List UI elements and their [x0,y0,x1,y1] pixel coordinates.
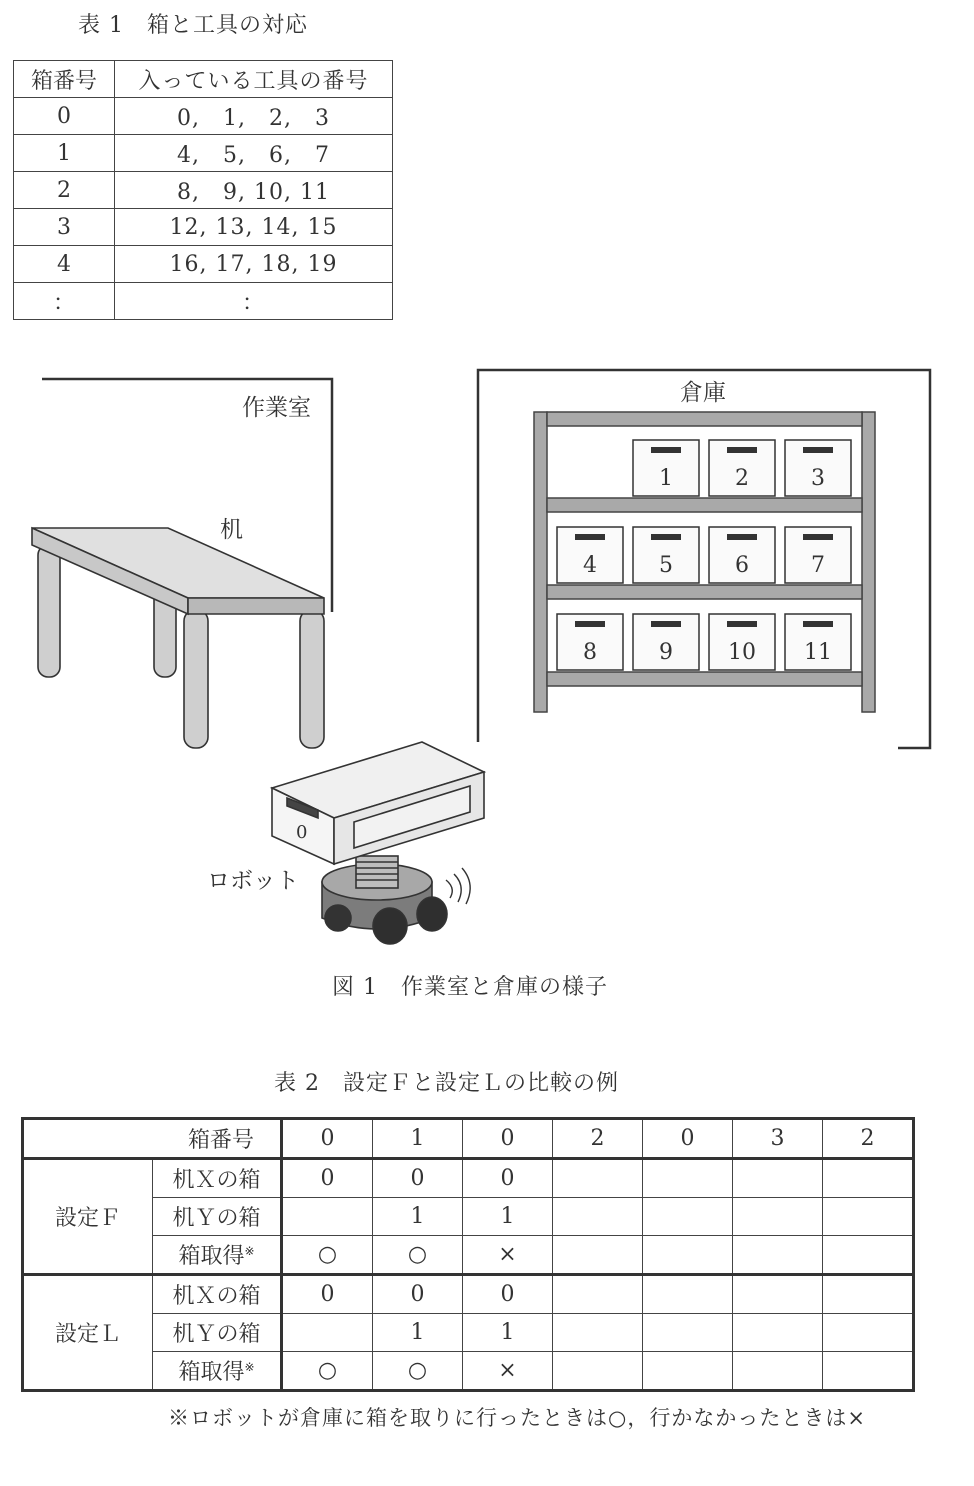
tool-numbers-cell: 0, 1, 2, 3 [115,98,393,135]
value-cell [733,1275,823,1314]
header-box-number: 箱番号 [23,1119,282,1159]
table-row [23,1352,914,1391]
value-cell [282,1198,373,1236]
box-number-cell: 0 [282,1119,373,1159]
shelf-box-number: 7 [811,553,825,578]
value-cell [733,1352,823,1391]
table-row [14,98,393,135]
value-cell: ○ [373,1236,463,1275]
table-row [23,1314,914,1352]
header-box-number: 箱番号 [14,61,115,98]
value-cell [733,1236,823,1275]
box-fetch-text: 箱取得 [178,1244,245,1269]
box-number-cell: 0 [643,1119,733,1159]
table-header-row [23,1119,914,1159]
shelf-box-number: 5 [659,553,673,578]
tool-numbers-cell: 4, 5, 6, 7 [115,135,393,172]
desk-y-box-label: 机Ｙの箱 [153,1314,282,1352]
shelf-box [709,440,775,496]
shelf-box [785,440,851,496]
footnote-mark: ※ [244,1360,255,1374]
value-cell [553,1314,643,1352]
table-row [23,1198,914,1236]
box-number-cell: 1 [14,135,115,172]
shelf-box-number: 3 [811,466,825,491]
shelf-box [633,614,699,670]
table2-caption: 表 2 設定Ｆと設定Ｌの比較の例 [274,1071,619,1096]
shelf-box-number: 4 [583,553,597,578]
figure1-caption: 図 1 作業室と倉庫の様子 [332,975,608,1000]
value-cell [733,1159,823,1198]
shelf-box-number: 10 [728,640,756,665]
shelf-box-number: 2 [735,466,749,491]
box-number-cell: 3 [733,1119,823,1159]
box-number-cell: 4 [14,246,115,283]
workroom-label: 作業室 [242,395,311,421]
value-cell: 0 [373,1159,463,1198]
box-number-cell: 2 [14,172,115,209]
table-row [23,1159,914,1198]
table-row [14,209,393,246]
robot-box-number: 0 [296,822,308,843]
workroom-warehouse-figure [0,360,974,1010]
desk-y-box-label: 机Ｙの箱 [153,1198,282,1236]
settings-comparison-table [21,1117,915,1392]
value-cell [643,1236,733,1275]
value-cell [553,1159,643,1198]
value-cell [553,1236,643,1275]
box-number-cell: 2 [553,1119,643,1159]
desk-x-box-label: 机Ｘの箱 [153,1275,282,1314]
desk-x-box-label: 机Ｘの箱 [153,1159,282,1198]
shelf-box [785,527,851,583]
box-number-cell: ： [14,283,115,320]
box-fetch-label [153,1352,282,1391]
shelf-box [709,527,775,583]
box-number-cell: 0 [14,98,115,135]
box-fetch-text: 箱取得 [178,1360,245,1385]
shelf-box-number: 9 [659,640,673,665]
shelf-box [557,614,623,670]
table-row [14,283,393,320]
value-cell: 0 [282,1159,373,1198]
shelf-box-number: 1 [659,466,673,491]
tool-box-table [13,60,393,320]
value-cell [823,1275,914,1314]
box-number-cell: 1 [373,1119,463,1159]
tool-numbers-cell: ： [115,283,393,320]
desk-label: 机 [220,517,243,543]
value-cell [733,1314,823,1352]
shelf-box-number: 11 [804,640,832,665]
value-cell [823,1314,914,1352]
value-cell [643,1198,733,1236]
value-cell: 0 [463,1159,553,1198]
tool-numbers-cell: 12, 13, 14, 15 [115,209,393,246]
table-row [14,172,393,209]
value-cell [553,1352,643,1391]
value-cell [643,1314,733,1352]
table-row [14,135,393,172]
value-cell: 1 [373,1314,463,1352]
value-cell [823,1352,914,1391]
value-cell [643,1275,733,1314]
value-cell [733,1198,823,1236]
box-fetch-label [153,1236,282,1275]
table-row [23,1275,914,1314]
shelf-box [633,440,699,496]
value-cell [553,1275,643,1314]
shelf-box [709,614,775,670]
table-row [14,246,393,283]
value-cell: 1 [463,1314,553,1352]
value-cell: 1 [463,1198,553,1236]
value-cell [823,1236,914,1275]
shelf-box [633,527,699,583]
warehouse-label: 倉庫 [680,380,726,406]
header-tool-numbers: 入っている工具の番号 [115,61,393,98]
value-cell: ○ [282,1236,373,1275]
value-cell: ○ [373,1352,463,1391]
value-cell: 0 [373,1275,463,1314]
setting-f-label: 設定Ｆ [23,1159,153,1275]
shelf-box [557,527,623,583]
box-number-cell: 2 [823,1119,914,1159]
table-header-row [14,61,393,98]
table-row [23,1236,914,1275]
value-cell: 1 [373,1198,463,1236]
box-number-cell: 3 [14,209,115,246]
value-cell [643,1352,733,1391]
tool-numbers-cell: 8, 9, 10, 11 [115,172,393,209]
table2-footnote: ※ロボットが倉庫に箱を取りに行ったときは○，行かなかったときは× [168,1406,866,1430]
setting-l-label: 設定Ｌ [23,1275,153,1391]
value-cell [823,1159,914,1198]
table1-caption: 表 1 箱と工具の対応 [78,13,308,38]
value-cell [823,1198,914,1236]
box-number-cell: 0 [463,1119,553,1159]
value-cell [643,1159,733,1198]
value-cell [553,1198,643,1236]
shelf-boxes [557,440,851,670]
tool-numbers-cell: 16, 17, 18, 19 [115,246,393,283]
robot-label: ロボット [207,868,299,894]
desk [32,528,324,748]
robot [272,742,484,944]
shelf-box-number: 6 [735,553,749,578]
shelf-box [785,614,851,670]
footnote-mark: ※ [244,1244,255,1258]
value-cell: ○ [282,1352,373,1391]
value-cell: 0 [282,1275,373,1314]
shelf-box-number: 8 [583,640,597,665]
value-cell: × [463,1236,553,1275]
value-cell: 0 [463,1275,553,1314]
value-cell: × [463,1352,553,1391]
value-cell [282,1314,373,1352]
